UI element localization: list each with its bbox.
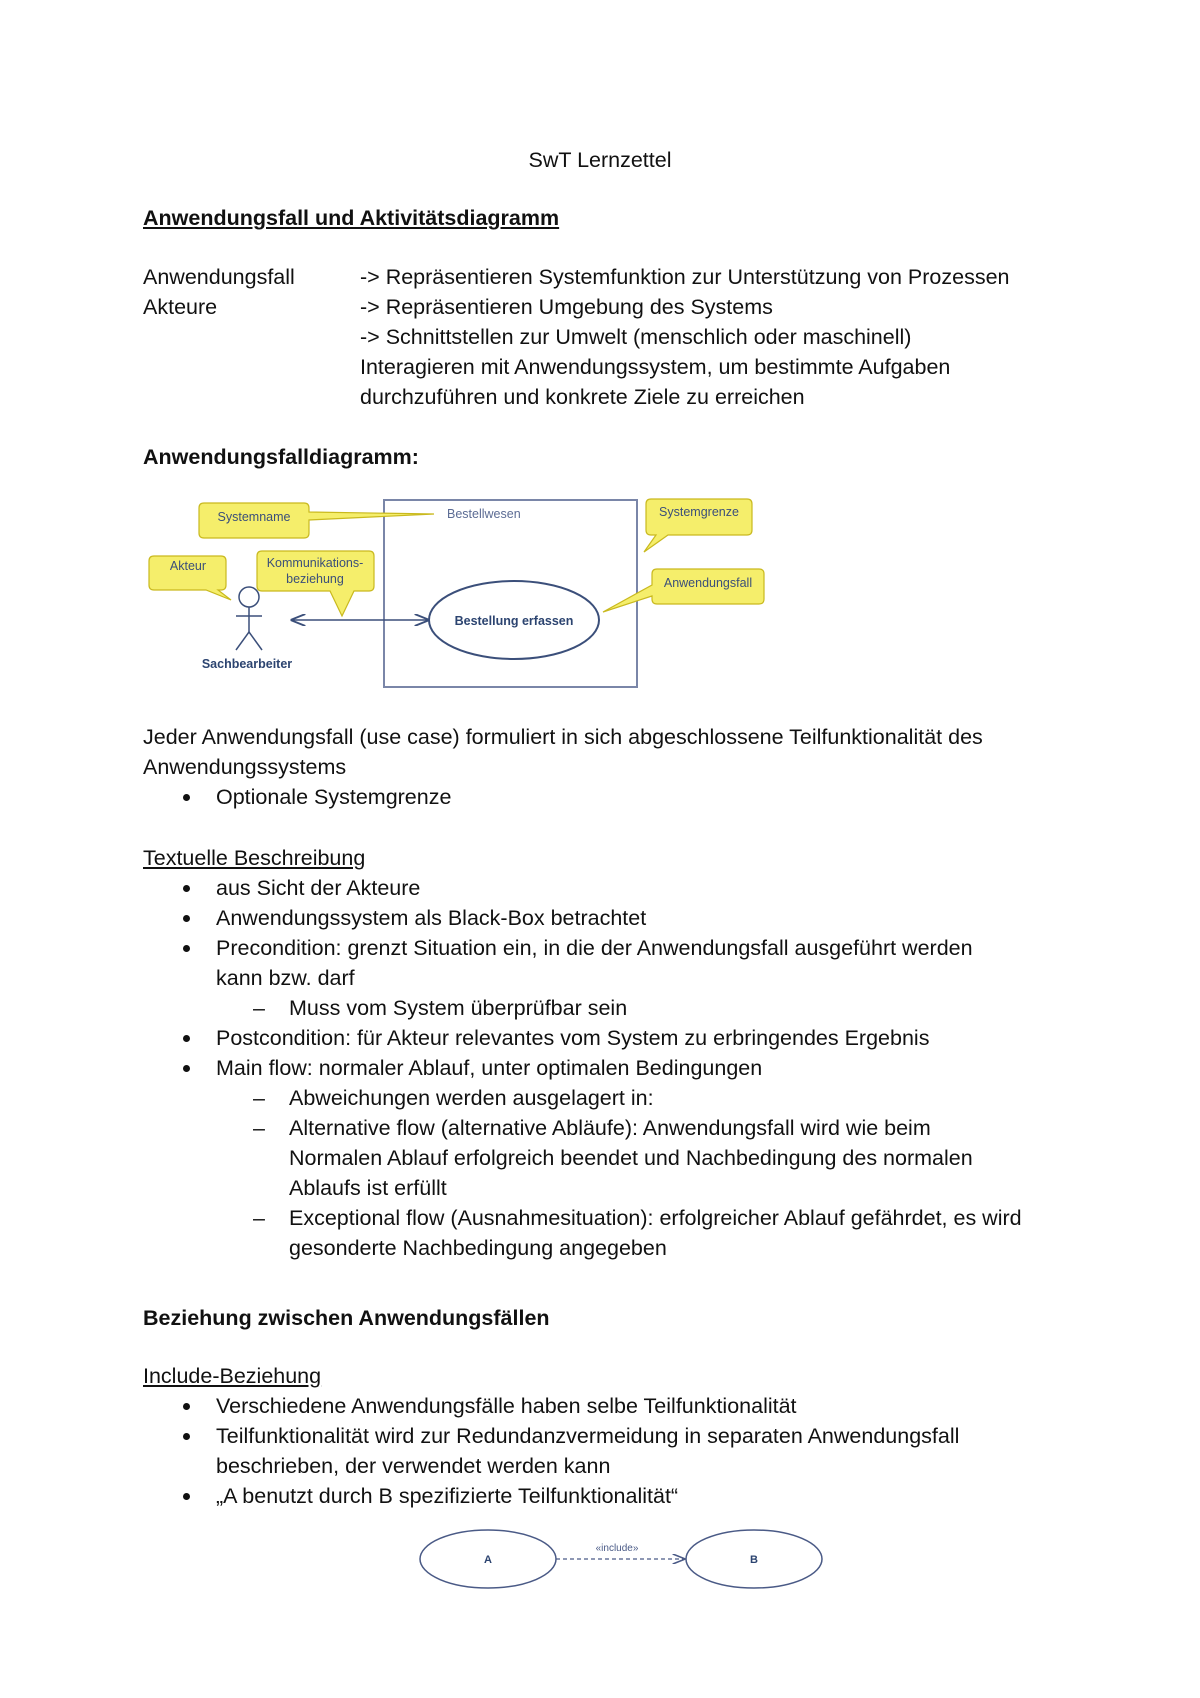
bullet-line: Teilfunktionalität wird zur Redundanzvermeidung in separaten Anwendungsfall: [216, 1424, 960, 1448]
use-case-label: Bestellung erfassen: [454, 614, 574, 628]
paragraph-line: Anwendungssystems: [143, 755, 347, 779]
callout-kommunikation-line1: Kommunikations-: [266, 556, 364, 570]
bullet-item: [143, 1421, 1073, 1481]
use-case-a-label: A: [484, 1554, 492, 1566]
dash-item: – Muss vom System überprüfbar sein: [143, 993, 1073, 1023]
include-stereotype-label: «include»: [595, 1543, 639, 1554]
bullet-item: aus Sicht der Akteure: [143, 873, 1073, 903]
actor-stick-figure: [236, 587, 262, 650]
callout-systemgrenze: [644, 499, 752, 552]
dash-line: gesonderte Nachbedingung angegeben: [289, 1236, 667, 1260]
section-heading-relations: Beziehung zwischen Anwendungsfällen: [143, 1306, 550, 1330]
definition-term: Akteure: [143, 295, 218, 319]
dash-line: – Alternative flow (alternative Abläufe): Anwendungsfall wird wie beim: [289, 1116, 931, 1140]
bullet-list: [143, 1391, 1073, 1511]
definition-line: -> Repräsentieren Umgebung des Systems: [360, 295, 773, 319]
definition-text: [360, 292, 1083, 412]
system-name-label: Bestellwesen: [447, 507, 521, 521]
dash-item: – Abweichungen werden ausgelagert in:: [143, 1083, 1073, 1113]
definition-list: [143, 262, 1083, 412]
textual-description-section: [143, 843, 1073, 1263]
use-case-diagram: [140, 490, 780, 700]
dash-line: Ablaufs ist erfüllt: [289, 1176, 447, 1200]
callout-anwendungsfall: [603, 569, 764, 612]
definition-line: durchzuführen und konkrete Ziele zu erreichen: [360, 385, 805, 409]
bullet-item: Postcondition: für Akteur relevantes vom System zu erbringendes Ergebnis: [143, 1023, 1073, 1053]
bullet-item: [143, 933, 1073, 993]
callout-anwendungsfall-text: Anwendungsfall: [663, 576, 753, 590]
dash-list: [143, 993, 1073, 1023]
actor-label: Sachbearbeiter: [201, 657, 293, 671]
callout-akteur-text: Akteur: [169, 559, 207, 573]
dash-list: [143, 1083, 1073, 1263]
bullet-line: Precondition: grenzt Situation ein, in die der Anwendungsfall ausgeführt werden: [216, 936, 973, 960]
subsection-heading: Textuelle Beschreibung: [143, 846, 366, 870]
definition-term: Anwendungsfall: [143, 265, 295, 289]
callout-systemgrenze-text: Systemgrenze: [659, 505, 739, 519]
callout-kommunikation-line2: beziehung: [286, 572, 344, 586]
document-title: SwT Lernzettel: [528, 148, 672, 172]
subsection-heading: Include-Beziehung: [143, 1364, 322, 1388]
callout-systemname: [199, 503, 434, 538]
definition-line: -> Schnittstellen zur Umwelt (menschlich oder maschinell): [360, 325, 912, 349]
section-heading-anwendungsfall: Anwendungsfall und Aktivitätsdiagramm: [143, 206, 560, 230]
paragraph-line: Jeder Anwendungsfall (use case) formuliert in sich abgeschlossene Teilfunktionalität des: [143, 725, 983, 749]
definition-row-akteure: [143, 292, 1083, 412]
bullet-item: Anwendungssystem als Black-Box betrachtet: [143, 903, 1073, 933]
bullet-item: Optionale Systemgrenze: [143, 782, 1073, 812]
callout-akteur: [149, 556, 231, 600]
bullet-list: [143, 782, 1073, 812]
bullet-list: [143, 1023, 1073, 1083]
dash-item: [143, 1113, 1073, 1203]
callout-kommunikationsbeziehung: [257, 551, 374, 616]
bullet-line: beschrieben, der verwendet werden kann: [216, 1454, 611, 1478]
bullet-item: Verschiedene Anwendungsfälle haben selbe Teilfunktionalität: [143, 1391, 1073, 1421]
bullet-line: kann bzw. darf: [216, 966, 355, 990]
diagram-heading: Anwendungsfalldiagramm:: [143, 445, 419, 469]
definition-text: -> Repräsentieren Systemfunktion zur Unterstützung von Prozessen: [360, 265, 1010, 289]
use-case-b-label: B: [750, 1554, 758, 1566]
bullet-item: „A benutzt durch B spezifizierte Teilfunktionalität“: [143, 1481, 1073, 1511]
include-diagram: [415, 1525, 825, 1595]
callout-systemname-text: Systemname: [217, 510, 291, 524]
bullet-list: [143, 873, 1073, 993]
definition-row-anwendungsfall: [143, 262, 1083, 292]
include-section: [143, 1361, 1073, 1511]
bullet-item: Main flow: normaler Ablauf, unter optimalen Bedingungen: [143, 1053, 1073, 1083]
dash-line: Normalen Ablauf erfolgreich beendet und Nachbedingung des normalen: [289, 1146, 973, 1170]
definition-line: Interagieren mit Anwendungssystem, um bestimmte Aufgaben: [360, 355, 951, 379]
dash-item: [143, 1203, 1073, 1263]
paragraph-use-case: [143, 722, 1073, 812]
dash-line: – Exceptional flow (Ausnahmesituation): erfolgreicher Ablauf gefährdet, es wird: [289, 1206, 1022, 1230]
